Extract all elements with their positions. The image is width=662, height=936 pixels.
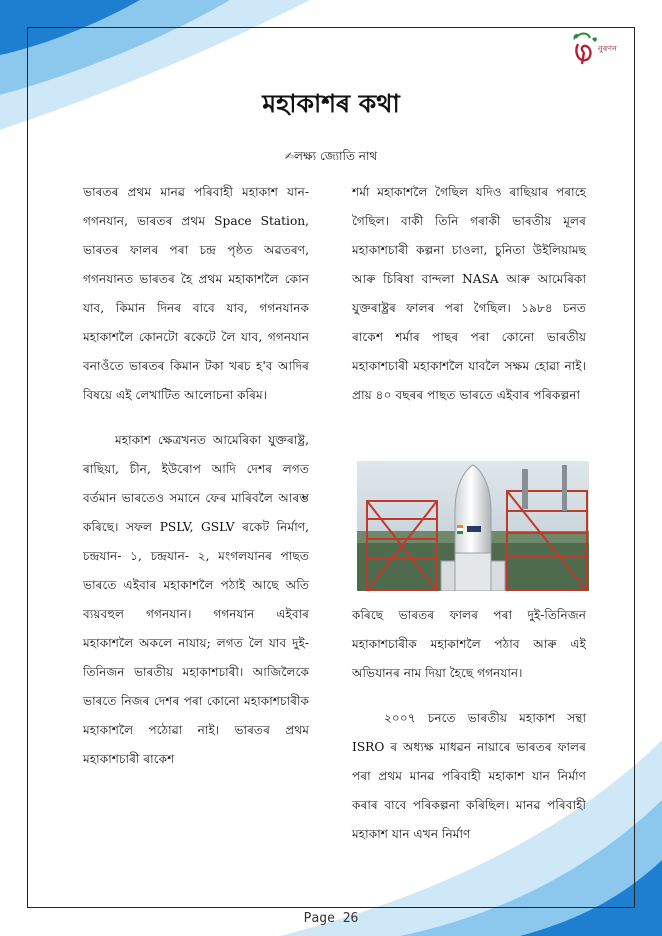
leaf-logo-icon — [570, 30, 600, 68]
author-name: লক্ষ্য জ্যোতি নাথ — [294, 149, 378, 163]
author-line — [0, 148, 662, 168]
paragraph: কৰিছে ভাৰতৰ ফালৰ পৰা দুই-তিনিজন মহাকাশচাৰীক মহাকাশলৈ পঠাব আৰু এই অভিযানৰ নাম দিয়া হৈছে গগনযান। — [352, 608, 586, 680]
rocket-launch-image — [357, 461, 589, 591]
paragraph: মহাকাশ ক্ষেত্ৰখনত আমেৰিকা যুক্তৰাষ্ট্ৰ, ৰাছিয়া, চীন, ইউৰোপ আদি দেশৰ লগত বৰ্তমান ভাৰতেও সমানে ফেৰ মাৰিবলৈ আৰম্ভ কৰিছে। সফল PSLV, GSLV ৰকেট নিৰ্মাণ, চন্দ্ৰযান- ১, চন্দ্ৰযান- ২, মংগলযানৰ পাছত ভাৰতে এইবাৰ মহাকাশলৈ পঠাই আছে অতি ব্যয়বহুল গগনযান। গগনযান এইবাৰ মহাকাশলৈ অকলে নাযায়; লগত লৈ যাব দুই-তিনিজন ভাৰতীয় মহাকাশচাৰী। আজিলৈকে ভাৰতে নিজৰ দেশৰ পৰা কোনো মহাকাশচাৰীক মহাকাশলৈ পঠোৱা নাই। ভাৰতৰ প্ৰথম মহাকাশচাৰী ৰাকেশ — [83, 433, 309, 766]
logo-text: নুৰণন — [598, 44, 617, 53]
right-column-top — [352, 178, 586, 426]
paragraph: শৰ্মা মহাকাশলৈ গৈছিল যদিও ৰাছিয়াৰ পৰাহে গৈছিল। বাকী তিনি গৰাকী ভাৰতীয় মূলৰ মহাকাশচাৰী কল্পনা চাওলা, চুনিতা উইলিয়ামছ আৰু চিৰিষা বান্দলা NASA আৰু আমেৰিকা যুক্তৰাষ্ট্ৰৰ ফালৰ পৰা গৈছিল। ১৯৮৪ চনত ৰাকেশ শৰ্মাৰ পাছৰ পৰা কোনো ভাৰতীয় মহাকাশচাৰী মহাকাশলৈ যাবলৈ সক্ষম হোৱা নাই। প্ৰায় ৪০ বছৰৰ পাছত ভাৰতে এইবাৰ পৰিকল্পনা — [352, 185, 586, 402]
paragraph: ২০০৭ চনতে ভাৰতীয় মহাকাশ সন্থা ISRO ৰ অধ্যক্ষ মাধৱন নায়াৰে ভাৰতৰ ফালৰ পৰা প্ৰথম মানৱ পৰিবাহী মহাকাশ যান নিৰ্মাণ কৰাৰ বাবে পৰিকল্পনা কৰিছিল। মানৱ পৰিবাহী মহাকাশ যান এখন নিৰ্মাণ — [352, 711, 586, 841]
magazine-logo — [570, 30, 632, 70]
pen-icon: ✍ — [284, 150, 295, 163]
paragraph: ভাৰতৰ প্ৰথম মানৱ পৰিবাহী মহাকাশ যান- গগনযান, ভাৰতৰ প্ৰথম Space Station, ভাৰতৰ ফালৰ পৰা চন্দ্ৰ পৃষ্ঠত অৱতৰণ, গগনযানত ভাৰতৰ হৈ প্ৰথম মহাকাশলৈ কোন যাব, কিমান দিনৰ বাবে যাব, গগনযানক মহাকাশলৈ কোনটো ৰকেটে লৈ যাব, গগনযান বনাওঁতে ভাৰতৰ কিমান টকা খৰচ হ'ব আদিৰ বিষয়ে এই লেখাটিত আলোচনা কৰিম। — [83, 185, 309, 402]
left-column — [83, 178, 309, 790]
right-column-bottom — [352, 601, 586, 865]
article-title: মহাকাশৰ কথা — [262, 89, 400, 118]
rocket-photo — [357, 461, 589, 591]
page-number: Page 26 — [303, 911, 359, 926]
